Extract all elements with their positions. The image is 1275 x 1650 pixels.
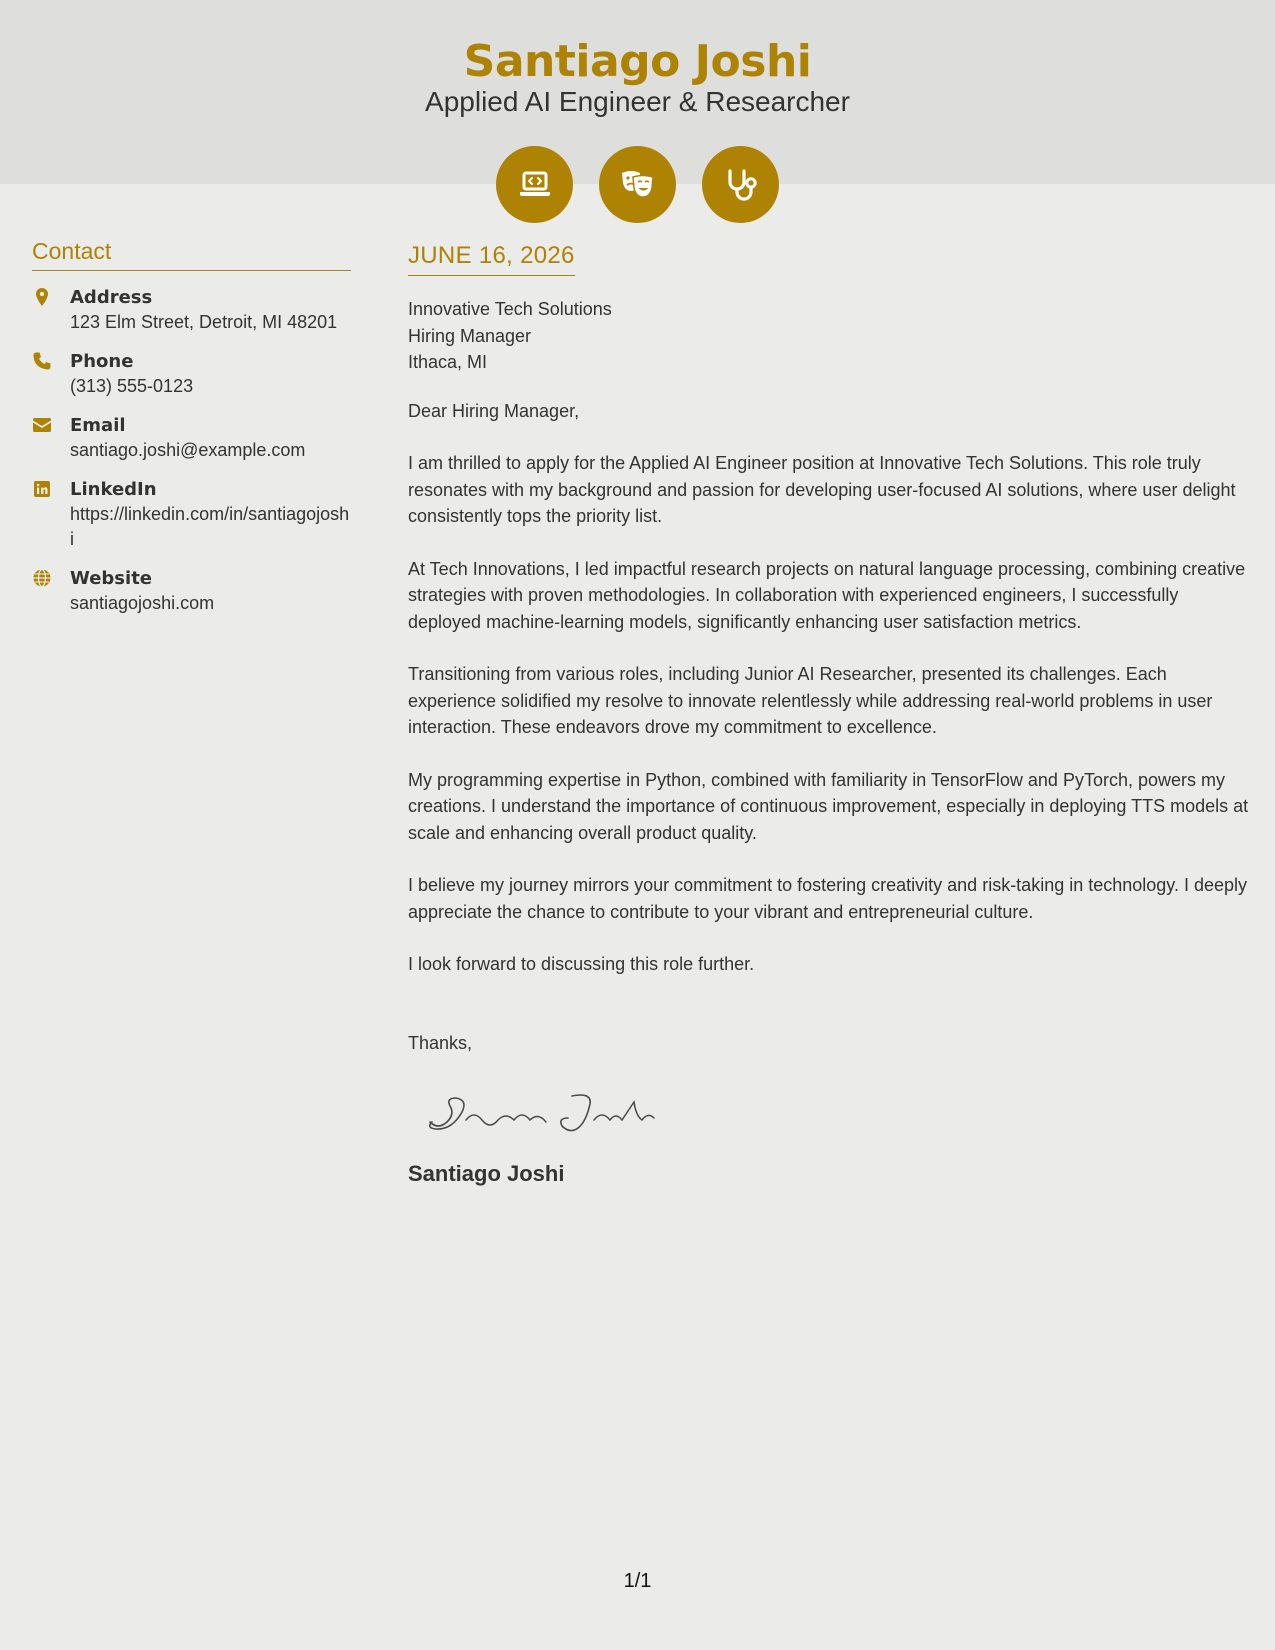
recipient-block [408,296,1253,376]
contact-label: LinkedIn [70,479,157,500]
letter-date: JUNE 16, 2026 [408,242,575,276]
linkedin-icon [32,479,52,499]
laptop-code-icon [515,165,555,205]
contact-value: santiago.joshi@example.com [70,440,306,460]
signature-image [422,1082,662,1138]
contact-item-linkedin [32,477,351,552]
applicant-name: Santiago Joshi [463,36,812,87]
phone-icon [32,351,52,371]
contact-value: 123 Elm Street, Detroit, MI 48201 [70,312,338,332]
contact-value[interactable]: santiagojoshi.com [70,593,215,613]
letter-paragraph: My programming expertise in Python, combined with familiarity in TensorFlow and PyTorch, powers my creations. I understand the importance of continuous improvement, especially in deploying TTS models at scale and enhancing overall product quality. [408,769,1249,843]
contact-item-address [32,285,351,335]
globe-icon [32,568,52,588]
theater-masks-icon [618,165,658,205]
letter-paragraph: I look forward to discussing this role further. [408,954,755,974]
page-number: 1/1 [623,1570,652,1592]
contact-label: Phone [70,351,134,372]
contact-heading: Contact [32,238,351,271]
contact-label: Address [70,287,153,308]
contact-label: Email [70,415,126,436]
envelope-icon [32,415,52,435]
contact-label: Website [70,568,153,589]
contact-item-phone [32,349,351,399]
contact-item-email [32,413,351,463]
badge-masks [599,146,676,223]
recipient-title: Hiring Manager [408,325,532,346]
letter-paragraph: At Tech Innovations, I led impactful research projects on natural language processing, combining creative strategies with proven methodologies. In collaboration with experienced engineers, I successfully deployed machine-learning models, significantly enhancing user satisfaction metrics. [408,558,1246,632]
contact-item-website [32,566,351,616]
contact-value: (313) 555-0123 [70,376,194,396]
letter-paragraph: I believe my journey mirrors your commitment to fostering creativity and risk-taking in technology. I deeply appreciate the chance to contribute to your vibrant and entrepreneurial culture. [408,875,1248,922]
letter-paragraph: I am thrilled to apply for the Applied AI Engineer position at Innovative Tech Solutions. This role truly resonates with my background and passion for developing user-focused AI solutions, where user delight consistently tops the priority list. [408,453,1236,526]
contact-value[interactable]: https://linkedin.com/in/santiagojoshi [70,504,350,549]
map-pin-icon [32,287,52,307]
badge-laptop [496,146,573,223]
salutation: Dear Hiring Manager, [408,400,580,421]
badge-stethoscope [702,146,779,223]
letter-body [408,242,1253,1187]
badge-row [496,146,779,223]
signer-name: Santiago Joshi [408,1161,565,1186]
letter-paragraph: Transitioning from various roles, including Junior AI Researcher, presented its challenges. Each experience solidified my resolve to innovate relentlessly while addressing real-world problems in user interaction. These endeavors drove my commitment to excellence. [408,664,1213,737]
stethoscope-icon [721,165,761,205]
recipient-location: Ithaca, MI [408,352,488,372]
contact-sidebar [32,238,351,630]
applicant-headline: Applied AI Engineer & Researcher [425,86,850,117]
contact-list [32,285,351,616]
closing: Thanks, [408,1032,473,1053]
recipient-company: Innovative Tech Solutions [408,299,612,319]
